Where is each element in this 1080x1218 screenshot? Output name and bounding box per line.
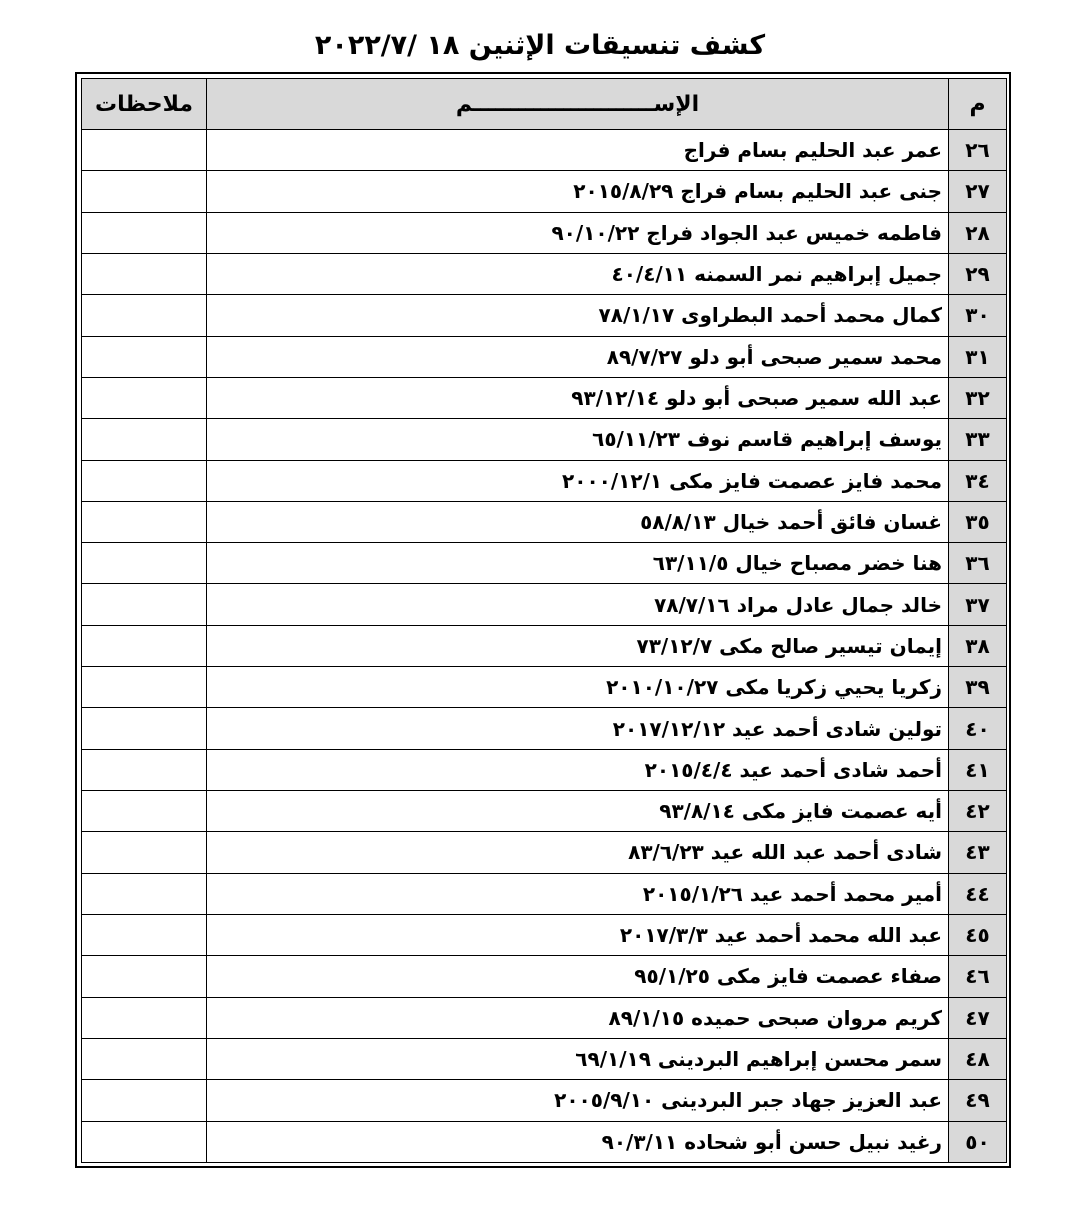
row-name: تولين شادى أحمد عيد ٢٠١٧/١٢/١٢	[612, 716, 942, 741]
header-number: م	[949, 79, 1007, 130]
row-name-cell	[207, 171, 949, 212]
row-number: ٤٤	[949, 873, 1007, 914]
row-number: ٣٤	[949, 460, 1007, 501]
row-name: صفاء عصمت فايز مكى ٩٥/١/٢٥	[634, 964, 942, 989]
row-number: ٥٠	[949, 1121, 1007, 1163]
row-name: جميل إبراهيم نمر السمنه ٤٠/٤/١١	[611, 262, 942, 287]
table-row	[82, 253, 1007, 294]
row-number: ٢٧	[949, 171, 1007, 212]
row-name-cell	[207, 543, 949, 584]
row-name-cell	[207, 419, 949, 460]
row-name: شادى أحمد عبد الله عيد ٨٣/٦/٢٣	[628, 840, 942, 865]
row-name: خالد جمال عادل مراد ٧٨/٧/١٦	[654, 592, 942, 617]
names-table	[81, 78, 1007, 1163]
row-name: إيمان تيسير صالح مكى ٧٣/١٢/٧	[636, 633, 942, 658]
row-notes	[82, 914, 207, 955]
row-name: كريم مروان صبحى حميده ٨٩/١/١٥	[608, 1005, 942, 1030]
row-name-cell	[207, 295, 949, 336]
row-notes	[82, 791, 207, 832]
row-name-cell	[207, 708, 949, 749]
table-row	[82, 1080, 1007, 1121]
table-header-row	[82, 79, 1007, 130]
table-row	[82, 997, 1007, 1038]
row-name: محمد فايز عصمت فايز مكى ٢٠٠٠/١٢/١	[562, 468, 942, 493]
row-name-cell	[207, 956, 949, 997]
row-notes	[82, 295, 207, 336]
row-notes	[82, 956, 207, 997]
row-number: ٣٠	[949, 295, 1007, 336]
row-number: ٣٣	[949, 419, 1007, 460]
table-row	[82, 377, 1007, 418]
row-name: أمير محمد أحمد عيد ٢٠١٥/١/٢٦	[642, 881, 942, 906]
row-name: عبد الله محمد أحمد عيد ٢٠١٧/٣/٣	[619, 923, 942, 948]
row-number: ٤٥	[949, 914, 1007, 955]
table-row	[82, 914, 1007, 955]
row-name-cell	[207, 667, 949, 708]
row-number: ٣٨	[949, 625, 1007, 666]
row-name: رغيد نبيل حسن أبو شحاده ٩٠/٣/١١	[601, 1129, 942, 1154]
row-number: ٤٧	[949, 997, 1007, 1038]
row-name-cell	[207, 584, 949, 625]
row-name-cell	[207, 212, 949, 253]
row-number: ٢٦	[949, 130, 1007, 171]
row-name: عبد الله سمير صبحى أبو دلو ٩٣/١٢/١٤	[571, 386, 942, 411]
row-name-cell	[207, 1121, 949, 1163]
row-notes	[82, 873, 207, 914]
row-notes	[82, 997, 207, 1038]
row-number: ٢٨	[949, 212, 1007, 253]
table-row	[82, 212, 1007, 253]
table-row	[82, 295, 1007, 336]
row-number: ٤٢	[949, 791, 1007, 832]
row-name-cell	[207, 791, 949, 832]
row-name-cell	[207, 1080, 949, 1121]
row-name-cell	[207, 997, 949, 1038]
row-notes	[82, 171, 207, 212]
row-number: ٤٦	[949, 956, 1007, 997]
header-notes: ملاحظات	[82, 79, 207, 130]
row-name-cell	[207, 336, 949, 377]
row-name: عمر عبد الحليم بسام فراج	[683, 138, 942, 163]
row-notes	[82, 584, 207, 625]
row-notes	[82, 749, 207, 790]
table-row	[82, 873, 1007, 914]
row-name: يوسف إبراهيم قاسم نوف ٦٥/١١/٢٣	[592, 427, 942, 452]
row-number: ٣٢	[949, 377, 1007, 418]
row-name-cell	[207, 377, 949, 418]
row-name-cell	[207, 253, 949, 294]
row-name: أيه عصمت فايز مكى ٩٣/٨/١٤	[659, 799, 942, 824]
table-row	[82, 708, 1007, 749]
row-number: ٤٩	[949, 1080, 1007, 1121]
page-title: كشف تنسيقات الإثنين ١٨ /٢٠٢٢/٧	[314, 30, 766, 61]
row-notes	[82, 212, 207, 253]
row-notes	[82, 708, 207, 749]
row-name-cell	[207, 501, 949, 542]
row-number: ٤٨	[949, 1038, 1007, 1079]
row-name-cell	[207, 873, 949, 914]
table-row	[82, 584, 1007, 625]
row-name-cell	[207, 914, 949, 955]
row-number: ٢٩	[949, 253, 1007, 294]
row-name-cell	[207, 130, 949, 171]
table-row	[82, 1121, 1007, 1163]
row-notes	[82, 419, 207, 460]
row-number: ٣٦	[949, 543, 1007, 584]
row-name: جنى عبد الحليم بسام فراج ٢٠١٥/٨/٢٩	[573, 179, 942, 204]
row-number: ٤٣	[949, 832, 1007, 873]
row-name-cell	[207, 625, 949, 666]
row-notes	[82, 501, 207, 542]
row-notes	[82, 832, 207, 873]
table-row	[82, 336, 1007, 377]
row-name-cell	[207, 460, 949, 501]
row-notes	[82, 336, 207, 377]
row-name: هنا خضر مصباح خيال ٦٣/١١/٥	[652, 551, 942, 576]
table-row	[82, 749, 1007, 790]
row-name-cell	[207, 749, 949, 790]
table-row	[82, 956, 1007, 997]
table-row	[82, 791, 1007, 832]
table-row	[82, 419, 1007, 460]
row-notes	[82, 377, 207, 418]
row-notes	[82, 543, 207, 584]
row-name-cell	[207, 832, 949, 873]
row-name: أحمد شادى أحمد عيد ٢٠١٥/٤/٤	[644, 757, 942, 782]
table-row	[82, 667, 1007, 708]
row-number: ٤٠	[949, 708, 1007, 749]
table-row	[82, 501, 1007, 542]
table-row	[82, 171, 1007, 212]
row-name: غسان فائق أحمد خيال ٥٨/٨/١٣	[640, 509, 942, 534]
row-number: ٣١	[949, 336, 1007, 377]
table-row	[82, 130, 1007, 171]
table-row	[82, 1038, 1007, 1079]
row-notes	[82, 625, 207, 666]
row-number: ٣٩	[949, 667, 1007, 708]
row-name: سمر محسن إبراهيم البردينى ٦٩/١/١٩	[575, 1047, 942, 1072]
row-notes	[82, 130, 207, 171]
row-notes	[82, 460, 207, 501]
row-number: ٣٧	[949, 584, 1007, 625]
table-row	[82, 625, 1007, 666]
row-name-cell	[207, 1038, 949, 1079]
row-number: ٤١	[949, 749, 1007, 790]
row-notes	[82, 1038, 207, 1079]
row-name: محمد سمير صبحى أبو دلو ٨٩/٧/٢٧	[606, 344, 942, 369]
row-name: زكريا يحيي زكريا مكى ٢٠١٠/١٠/٢٧	[606, 675, 942, 700]
row-name: فاطمه خميس عبد الجواد فراج ٩٠/١٠/٢٢	[551, 220, 942, 245]
row-name: كمال محمد أحمد البطراوى ٧٨/١/١٧	[598, 303, 942, 328]
row-name: عبد العزيز جهاد جبر البردينى ٢٠٠٥/٩/١٠	[554, 1088, 942, 1113]
table-body	[82, 130, 1007, 1163]
table-row	[82, 543, 1007, 584]
table-row	[82, 460, 1007, 501]
row-notes	[82, 1121, 207, 1163]
table-row	[82, 832, 1007, 873]
row-notes	[82, 667, 207, 708]
header-name: الإســــــــــــــــــــــــم	[207, 79, 949, 130]
row-number: ٣٥	[949, 501, 1007, 542]
row-notes	[82, 1080, 207, 1121]
row-notes	[82, 253, 207, 294]
